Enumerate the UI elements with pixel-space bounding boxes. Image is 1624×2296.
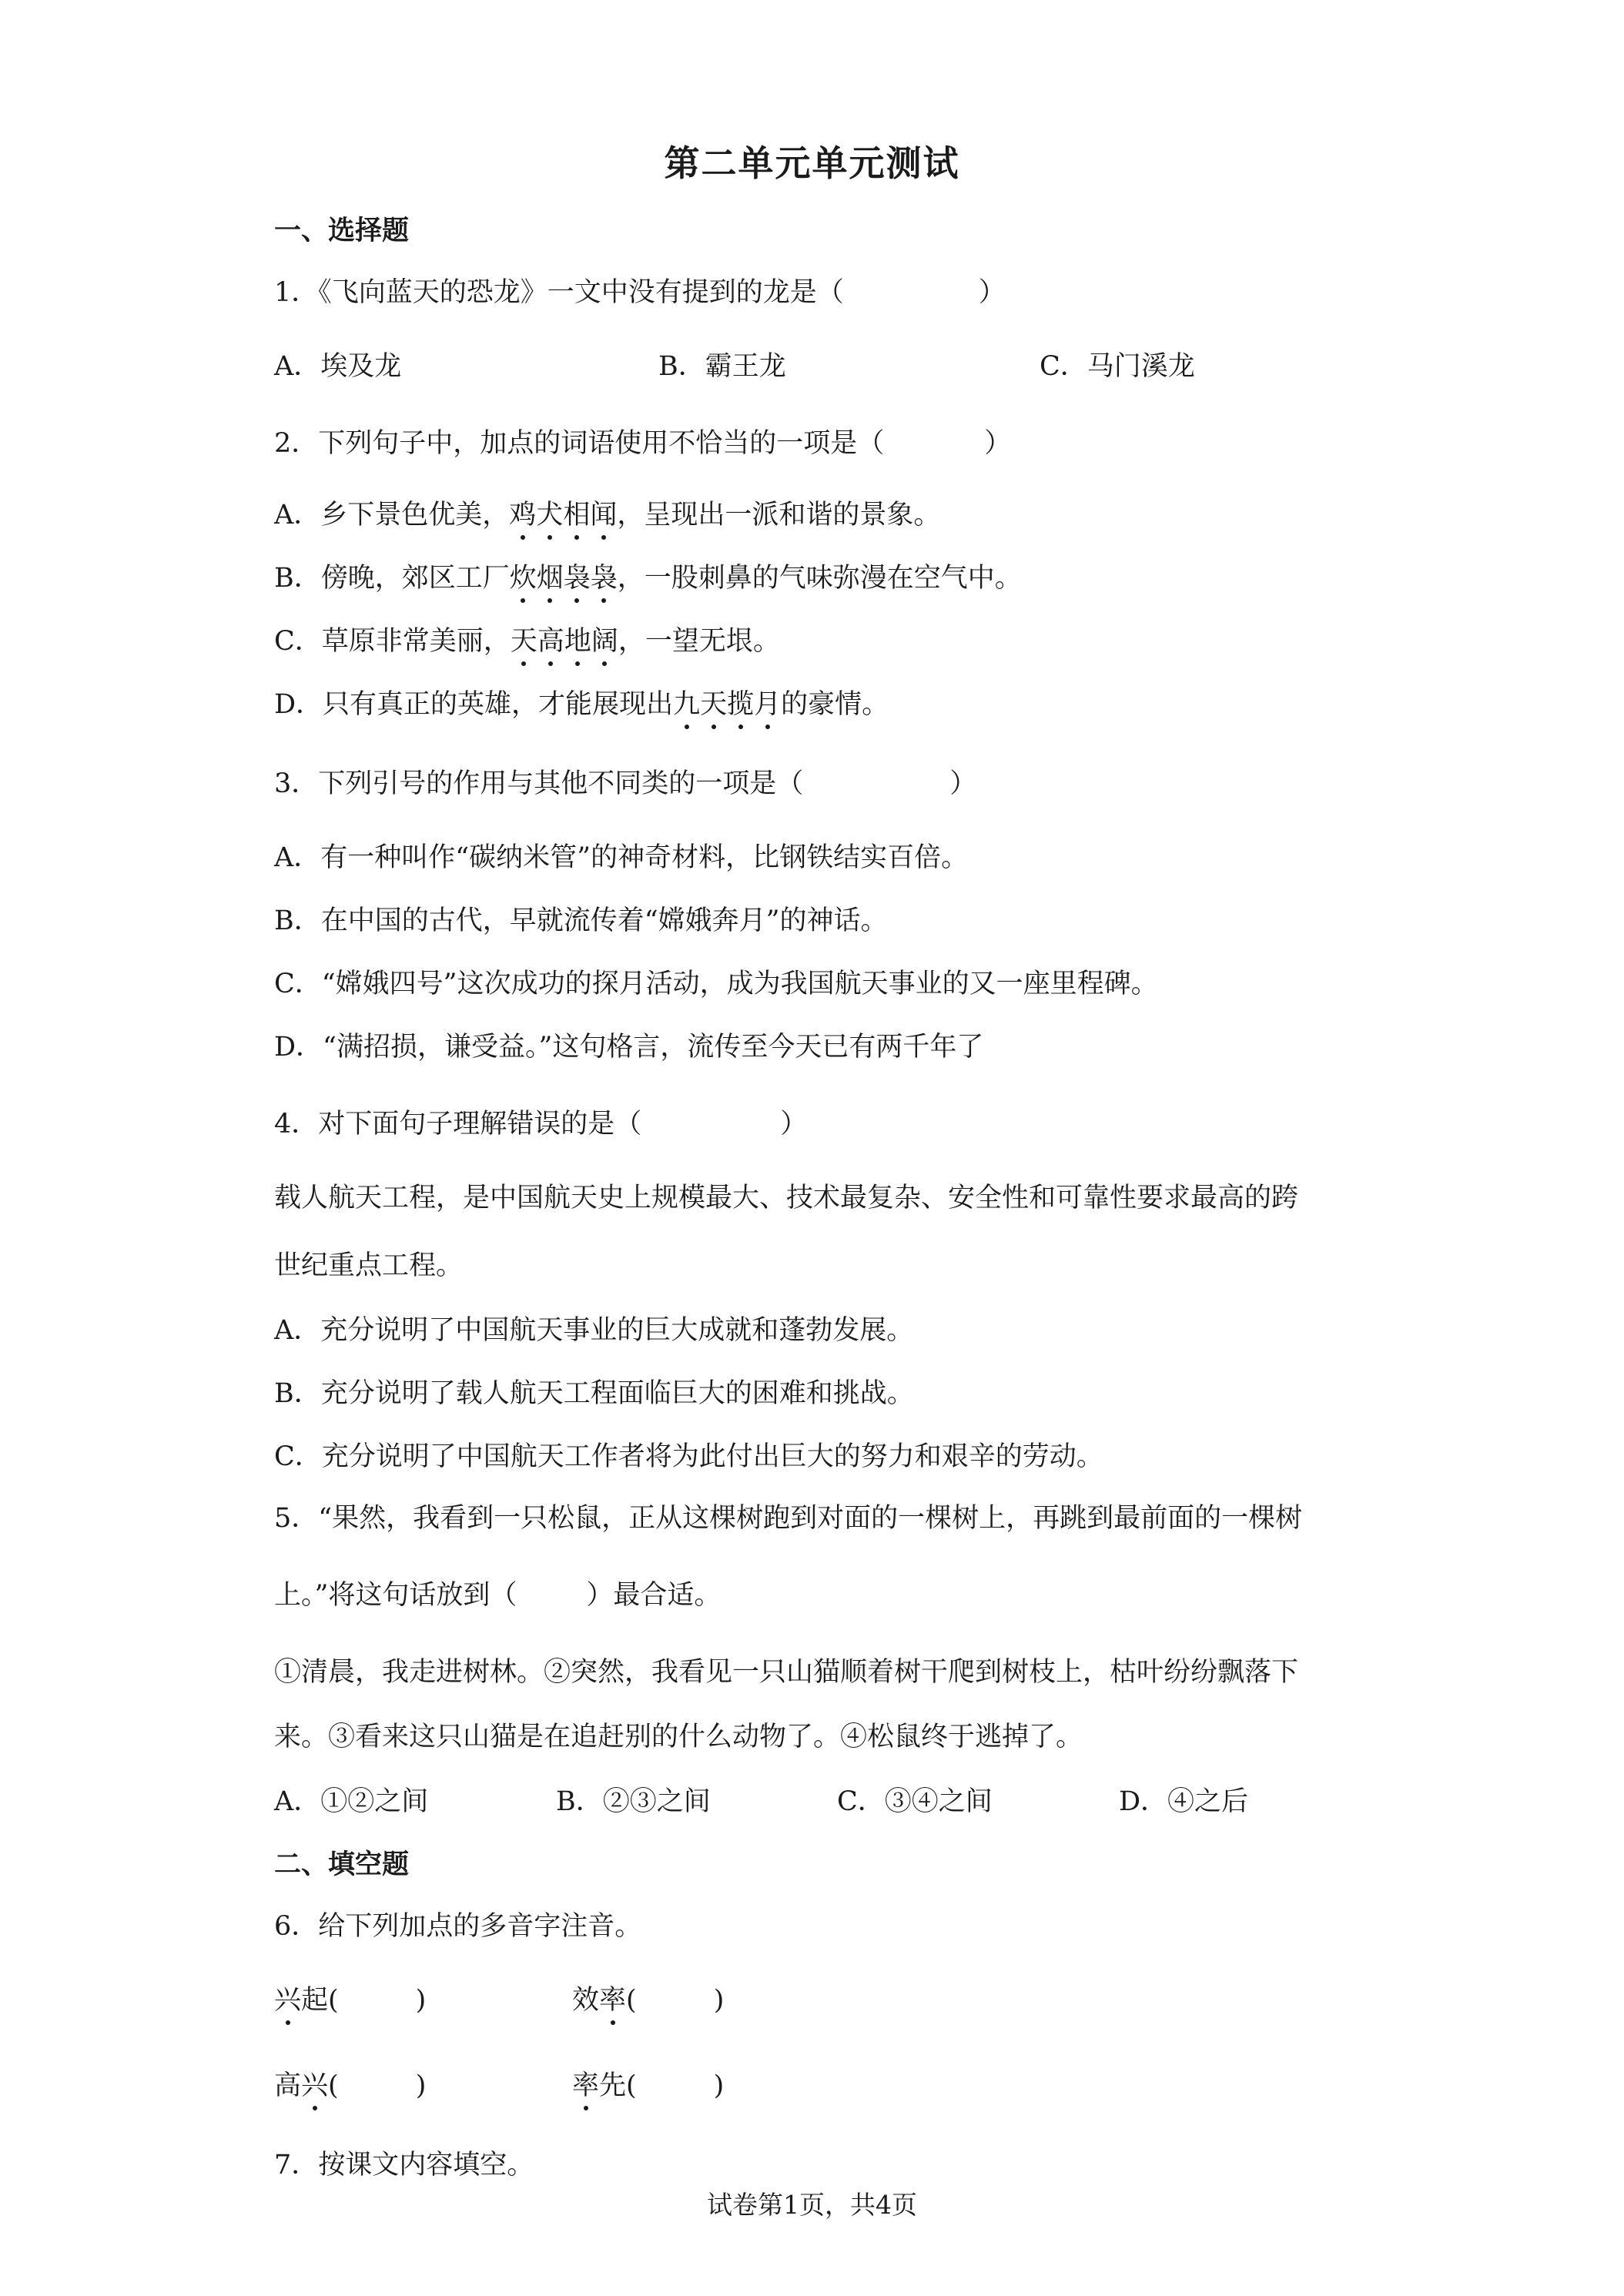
question-2-option-c [274, 623, 780, 660]
question-3-stem [274, 765, 976, 802]
question-3-option-b: B．在中国的古代，早就流传着“嫦娥奔月”的神话。 [274, 905, 888, 936]
question-5-option-a: A．①②之间 [274, 1786, 429, 1817]
question-3-close: ） [949, 768, 977, 799]
dotted-char: 天 [511, 623, 537, 660]
question-1-stem [274, 274, 1006, 311]
question-5-option-d: D．④之后 [1119, 1786, 1249, 1817]
word-text: 起( [301, 1985, 339, 2016]
dotted-char: 揽 [727, 686, 754, 723]
question-3-option-c: C．“嫦娥四号”这次成功的探月活动，成为我国航天事业的又一座里程碑。 [274, 969, 1158, 999]
question-6-word-3 [274, 2067, 426, 2104]
question-4-option-c: C．充分说明了中国航天工作者将为此付出巨大的努力和艰辛的劳动。 [274, 1441, 1103, 1472]
question-1-text: 1．《飞向蓝天的恐龙》一文中没有提到的龙是（ [274, 277, 844, 308]
dotted-char: 率 [572, 2067, 599, 2104]
page-title: 第二单元单元测试 [664, 142, 960, 184]
option-text: ，呈现出一派和谐的景象。 [617, 500, 941, 530]
question-7-stem: 7．按课文内容填空。 [274, 2150, 534, 2181]
word-text: 效 [572, 1985, 600, 2016]
question-5-passage-line-2: 来。③看来这只山猫是在追赶别的什么动物了。④松鼠终于逃掉了。 [274, 1722, 1083, 1752]
question-5-line-2 [274, 1577, 721, 1614]
question-4-passage-line-1: 载人航天工程，是中国航天史上规模最大、技术最复杂、安全性和可靠性要求最高的跨 [274, 1183, 1299, 1213]
blank-open: ( [328, 2070, 339, 2101]
option-text: 的豪情。 [781, 689, 889, 720]
question-4-close: ） [780, 1109, 808, 1140]
section-heading-choice: 一、选择题 [274, 216, 410, 246]
question-6-word-4 [572, 2067, 724, 2104]
dotted-char: 袅 [591, 560, 618, 597]
question-4-stem [274, 1106, 807, 1143]
option-text: C．草原非常美丽， [274, 626, 511, 657]
question-1-option-c: C．马门溪龙 [1040, 351, 1195, 382]
question-4-option-a: A．充分说明了中国航天事业的巨大成就和蓬勃发展。 [274, 1315, 914, 1346]
question-5-option-b: B．②③之间 [556, 1786, 711, 1817]
question-2-close: ） [984, 428, 1012, 459]
question-2-stem [274, 425, 1011, 462]
question-6-word-2 [572, 1982, 724, 2019]
question-2-option-b [274, 560, 1022, 597]
word-text: 高 [274, 2070, 302, 2101]
dotted-char: 月 [754, 686, 781, 723]
dotted-char: 烟 [537, 560, 564, 597]
question-2-option-a [274, 497, 940, 534]
question-4-option-b: B．充分说明了载人航天工程面临巨大的困难和挑战。 [274, 1378, 914, 1409]
dotted-char: 兴 [274, 1982, 301, 2019]
option-text: D．只有真正的英雄，才能展现出 [274, 689, 674, 720]
dotted-char: 高 [537, 623, 564, 660]
question-1-option-a: A．埃及龙 [274, 351, 402, 382]
blank-close: ) [713, 1985, 725, 2016]
question-4-text: 4．对下面句子理解错误的是（ [274, 1109, 642, 1140]
blank-close: ) [713, 2070, 725, 2101]
question-5-option-c: C．③④之间 [837, 1786, 993, 1817]
section-heading-fill: 二、填空题 [274, 1849, 410, 1880]
question-5-line-1: 5．“果然，我看到一只松鼠，正从这棵树跑到对面的一棵树上，再跳到最前面的一棵树 [274, 1503, 1303, 1534]
question-4-passage-line-2: 世纪重点工程。 [274, 1250, 464, 1281]
dotted-char: 率 [599, 1982, 626, 2019]
question-2-text: 2．下列句子中，加点的词语使用不恰当的一项是（ [274, 428, 885, 459]
dotted-char: 相 [563, 497, 590, 534]
page-footer: 试卷第1页，共4页 [707, 2190, 917, 2220]
question-5-text-end: ）最合适。 [586, 1580, 722, 1611]
question-3-option-d: D．“满招损，谦受益。”这句格言，流传至今天已有两千年了 [274, 1032, 984, 1063]
option-text: ，一股刺鼻的气味弥漫在空气中。 [617, 563, 1022, 594]
dotted-char: 阔 [591, 623, 618, 660]
question-1-option-b: B．霸王龙 [658, 351, 786, 382]
blank-close: ) [415, 1985, 427, 2016]
dotted-char: 地 [564, 623, 591, 660]
question-3-option-a: A．有一种叫作“碳纳米管”的神奇材料，比钢铁结实百倍。 [274, 842, 969, 873]
question-6-word-1 [274, 1982, 426, 2019]
question-5-text: 上。”将这句话放到（ [274, 1580, 517, 1611]
question-1-close: ） [978, 277, 1006, 308]
question-2-option-d [274, 686, 889, 723]
option-text: A．乡下景色优美， [274, 500, 510, 530]
blank-close: ) [415, 2070, 427, 2101]
dotted-char: 九 [673, 686, 700, 723]
question-3-text: 3．下列引号的作用与其他不同类的一项是（ [274, 768, 804, 799]
word-text: ( [626, 1985, 637, 2016]
dotted-char: 闻 [590, 497, 617, 534]
dotted-char: 鸡 [509, 497, 536, 534]
dotted-char: 袅 [564, 560, 591, 597]
question-5-passage-line-1: ①清晨，我走进树林。②突然，我看见一只山猫顺着树干爬到树枝上，枯叶纷纷飘落下 [274, 1657, 1299, 1688]
option-text: ，一望无垠。 [618, 626, 780, 657]
dotted-char: 天 [700, 686, 727, 723]
word-text: 先( [599, 2070, 637, 2101]
dotted-char: 犬 [536, 497, 563, 534]
question-6-stem: 6．给下列加点的多音字注音。 [274, 1911, 642, 1942]
dotted-char: 炊 [510, 560, 537, 597]
option-text: B．傍晚，郊区工厂 [274, 563, 510, 594]
dotted-char: 兴 [301, 2067, 328, 2104]
